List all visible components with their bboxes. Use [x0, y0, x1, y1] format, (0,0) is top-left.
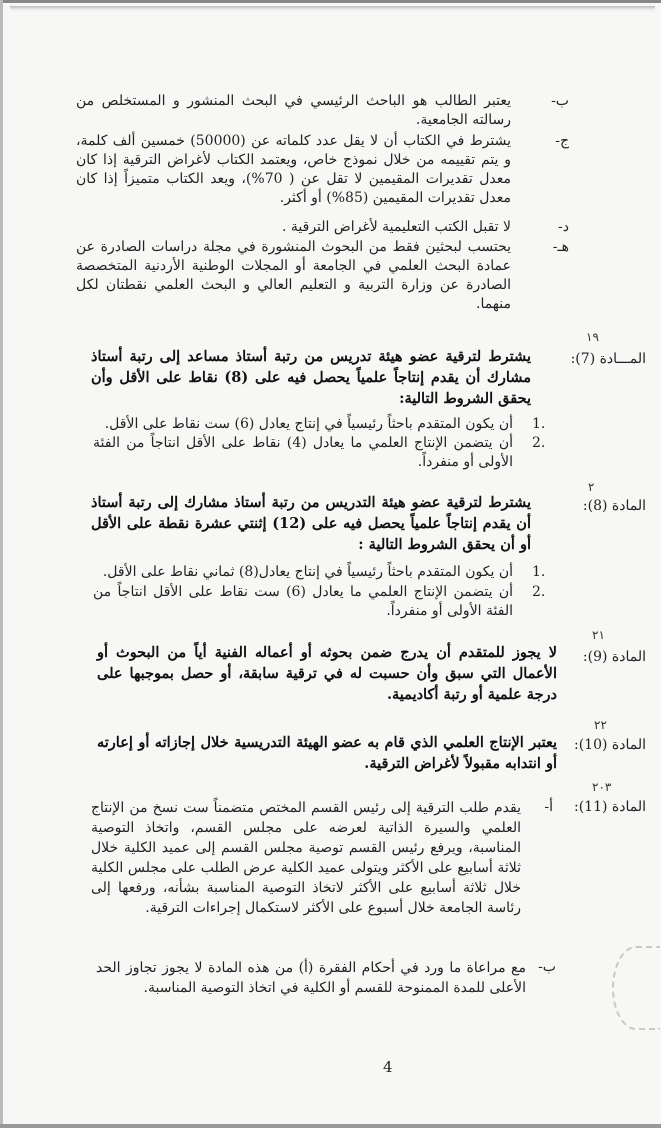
scan-edge-left — [0, 0, 3, 1128]
article-9-label: المادة (9): — [582, 649, 646, 665]
article-11-label: المادة (11): — [573, 799, 646, 815]
article-8-cond-2: أن يتضمن الإنتاج العلمي ما يعادل (6) ست نقاط على الأقل انتاجاً من الفئة الأولى أو منفرداً. — [93, 584, 513, 619]
article-11-b-label: ب- — [538, 959, 556, 975]
item-j-label: ج- — [555, 133, 569, 149]
handwritten-number: ٢ — [588, 480, 595, 494]
article-9-text: لا يجوز للمتقدم أن يدرج ضمن بحوثه أو أعماله الفنية أياً من البحوث أو الأعمال التي سبق وأن حسبت له في ترقية سابقة، أو حصل بموجبها على درجة علمية أو رتبة أكاديمية. — [97, 644, 557, 703]
article-8-label: المادة (8): — [582, 498, 646, 514]
article-7-cond-1-num: 1. — [532, 416, 546, 432]
item-d-label: د- — [558, 219, 569, 235]
handwritten-number: ١٩ — [586, 330, 599, 344]
article-7-cond-2-num: 2. — [532, 435, 546, 451]
article-10-text: يعتبر الإنتاج العلمي الذي قام به عضو الهيئة التدريسية خلال إجازاته أو إعارته أو انتدابه مقبولاً لأغراض الترقية. — [97, 734, 557, 772]
handwritten-number: ٢١ — [592, 628, 605, 642]
article-7-intro: يشترط لترقية عضو هيئة تدريس من رتبة أستاذ مساعد إلى رتبة أستاذ مشارك أن يقدم إنتاجاً علمياً يحصل فيه على (8) نقاط على الأقل وأن يحقق الشروط التالية: — [91, 348, 531, 407]
page-number: 4 — [383, 1058, 393, 1076]
item-d-text: لا تقبل الكتب التعليمية لأغراض الترقية . — [282, 219, 511, 235]
item-h-label: هـ- — [552, 239, 569, 255]
article-8-cond-1: أن يكون المتقدم باحثاً رئيسياً في إنتاج يعادل(8) ثماني نقاط على الأقل. — [102, 564, 513, 580]
item-b-label: ب- — [551, 93, 569, 109]
item-h-text: يحتسب لبحثين فقط من البحوث المنشورة في مجلة دراسات الصادرة عن عمادة البحث العلمي في الجامعة أو المجلات الوطنية الأردنية المتخصصة الصادرة عن وزارة التربية و التعليم العالي و البحث العلمي نقطتان لكل منهما. — [76, 239, 511, 312]
article-7-cond-1: أن يكون المتقدم باحثاً رئيسياً في إنتاج يعادل (6) ست نقاط على الأقل. — [104, 416, 513, 432]
item-j-text: يشترط في الكتاب أن لا يقل عدد كلماته عن (50000) خمسين ألف كلمة، و يتم تقييمه من خلال نموذج خاص، ويعتمد الكتاب لأغراض الترقية إذا كان معدل تقديرات المقيمين لا تقل عن ( 70%)، ويعد الكتاب متميزاً إذا كان معدل تقديرات المقيمين (85%) أو أكثر. — [76, 133, 511, 206]
article-7-label: المـــادة (7): — [570, 351, 646, 367]
article-10-label: المادة (10): — [573, 737, 646, 753]
scan-shadow-top — [10, 6, 655, 12]
article-7-cond-2: أن يتضمن الإنتاج العلمي ما يعادل (4) نقاط على الأقل انتاجاً من الفئة الأولى أو منفرداً. — [93, 435, 513, 470]
article-11-b-text: مع مراعاة ما ورد في أحكام الفقرة (أ) من هذه المادة لا يجوز تجاوز الحد الأعلى للمدة الممنوحة للقسم أو الكلية في اتخاذ التوصية المناسبة. — [96, 960, 526, 996]
scan-edge-top — [0, 0, 661, 3]
official-stamp — [612, 946, 660, 1030]
article-8-intro: يشترط لترقية عضو هيئة التدريس من رتبة أستاذ مشارك إلى رتبة أستاذ أن يقدم إنتاجاً علمياً يحصل فيه على (12) إثنتي عشرة نقطة على الأقل أو أن يحقق الشروط التالية : — [91, 494, 531, 553]
scan-edge-bottom — [0, 1124, 661, 1128]
article-8-cond-1-num: 1. — [532, 564, 546, 580]
article-11-a-text: يقدم طلب الترقية إلى رئيس القسم المختص متضمناً ست نسخ من الإنتاج العلمي والسيرة الذاتية لعرضه على مجلس القسم، واتخاذ التوصية المناسبة، ويرفع رئيس القسم توصية مجلس القسم إلى عميد الكلية خلال ثلاثة أسابيع على الأكثر ويتولى عميد الكلية عرض الطلب على مجلس الكلية خلال ثلاثة أسابيع على الأكثر لاتخاذ التوصية المناسبة بشأنه، ورفعها إلى رئاسة الجامعة خلال أسبوع على الأكثر لاستكمال إجراءات الترقية. — [91, 800, 521, 916]
handwritten-number: ٢٢ — [594, 718, 607, 732]
article-8-cond-2-num: 2. — [532, 584, 546, 600]
item-b-text: يعتبر الطالب هو الباحث الرئيسي في البحث المنشور و المستخلص من رسالته الجامعية. — [76, 93, 511, 128]
handwritten-number: ٢٠٣ — [592, 780, 612, 794]
article-11-a-label: أ- — [544, 799, 553, 815]
